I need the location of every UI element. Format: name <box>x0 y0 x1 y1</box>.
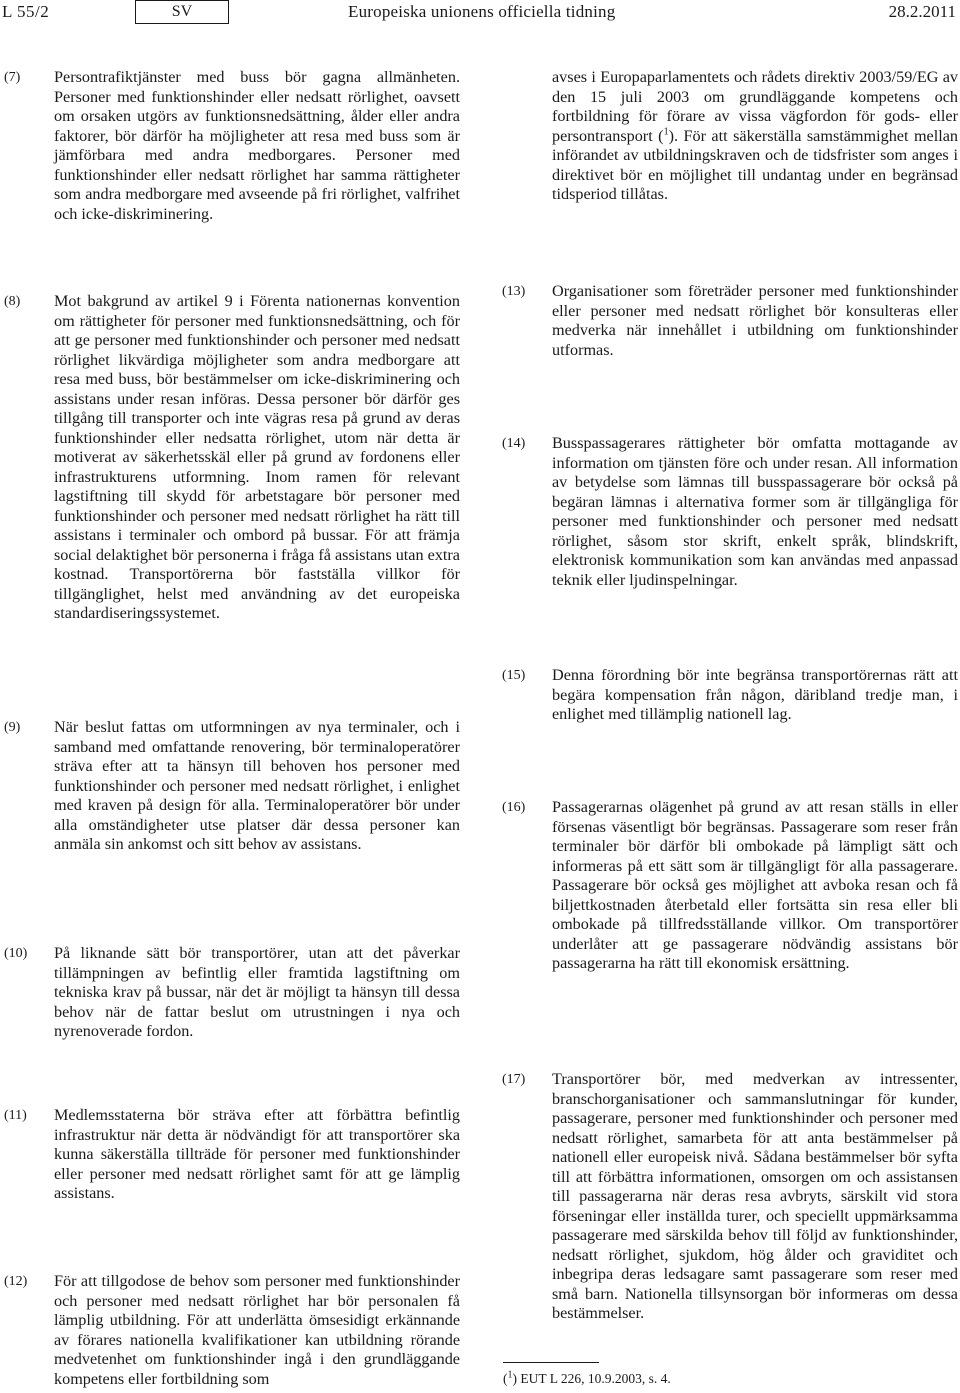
recital-text: Transportörer bör, med medverkan av intressenter, branschorganisationer och sammanslutningar för kunder, passagerare, personer med funktionshinder och personer med nedsatt rörlighet, samarbeta för att anta bestämmelser på nationell eller europeisk nivå. Sådana bestämmelser bör syfta till att förbättra informationen, omsorgen om och assistansen till passagerarna när deras resa avbryts, särskilt vid stora förseningar eller inställda turer, och speciellt uppmärksamma passagerare med särskilda behov till följd av funktionshinder, nedsatt rörlighet, sjukdom, hög ålder och graviditet och inbegripa deras ledsagare samt passagerare som reser med små barn. Nationella tillsynsorgan bör informeras om dessa bestämmelser. <box>552 1070 958 1322</box>
page-header <box>0 0 960 28</box>
recital-number: (17) <box>502 1072 526 1087</box>
footnote-ref: 1 <box>663 126 669 138</box>
language-code-box: SV <box>135 0 229 24</box>
recital-number: (10) <box>4 946 28 961</box>
recital-text: Busspassagerares rättigheter bör omfatta mottagande av information om tjänsten före och under resan. All information av betydelse som lämnas till busspassagerare bör också på begäran lämnas i alternativa former som är tillgängliga för personer med funktionshinder och personer med nedsatt rörlighet, såsom stor skrift, enkelt språk, blindskrift, elektronisk kommunikation som kan användas med anpassad teknik eller ljudinspelningar. <box>552 434 958 589</box>
recital-number: (13) <box>502 284 526 299</box>
recital-text: När beslut fattas om utformningen av nya terminaler, och i samband med omfattande renovering, bör terminaloperatörer sträva efter att ta hänsyn till behoven hos personer med funktionshinder och personer med nedsatt rörlighet, i enlighet med kraven på design för alla. Terminaloperatörer bör under alla omständigheter utse platser där dessa personer kan anmäla sin ankomst och sitt behov av assistans. <box>54 718 460 853</box>
recital-number: (12) <box>4 1274 28 1289</box>
footnote-text: EUT L 226, 10.9.2003, s. 4. <box>520 1371 671 1386</box>
recital-number: (15) <box>502 668 526 683</box>
recital-text: På liknande sätt bör transportörer, utan att det påverkar tillämpningen av befintlig eller framtida lagstiftning om tekniska krav på bussar, när det är möjligt ta hänsyn till dessa behov när de fattar beslut om utrustningen i nya och nyrenoverade fordon. <box>54 944 460 1040</box>
recital-text: Passagerarnas olägenhet på grund av att resan ställs in eller försenas väsentligt bör begränsas. Passagerare som reser från terminaler bör därför bli ombokade på lämpligt sätt och informeras på ett sätt som är tillgängligt för alla passagerare. Passagerare bör också ges möjlighet att avboka resan och få biljettkostnaden återbetald eller fortsätta sin resa eller bli ombokade på tillfredsställande villkor. Om transportörer underlåter att ge passagerare nödvändig assistans bör passagerarna ha rätt till ekonomisk ersättning. <box>552 798 958 972</box>
recital-text: För att tillgodose de behov som personer med funktionshinder och personer med nedsatt rörlighet har bör personalen få lämplig utbildning. För att underlätta ömsesidigt erkännande av förares nationella kvalifikationer kan utbildning rörande medvetenhet om funktionshinder ingå i den grundläggande kompetens eller fortbildning som <box>54 1272 460 1388</box>
recital-text: Medlemsstaterna bör sträva efter att förbättra befintlig infrastruktur när detta är nödvändigt för att transportörer ska kunna säkerställa tillträde för personer med funktionshinder eller personer med nedsatt rörlighet samt för att ge lämplig assistans. <box>54 1106 460 1202</box>
journal-title: Europeiska unionens officiella tidning <box>348 2 616 21</box>
footnote: ($^1$) EUT L 226, 10.9.2003, s. 4. <box>503 1369 671 1386</box>
recital-text: Mot bakgrund av artikel 9 i Förenta nationernas konvention om rättigheter för personer med funktionsnedsättning, och för att ge personer med funktionshinder och personer med nedsatt rörlighet likvärdiga möjligheter som andra medborgare att resa med buss, bör bestämmelser om icke-diskriminering och assistans under resan införas. Dessa personer bör därför ges tillgång till transporter och inte vägras resa på grund av deras funktionshinder eller nedsatta rörlighet, utom när detta är motiverat av säkerhetsskäl eller på grund av fordonens eller infrastrukturens utformning. Inom ramen för relevant lagstiftning till skydd för arbetstagare bör personer med funktionshinder och personer med nedsatt rörlighet ha rätt till assistans i terminaler och ombord på bussar. För att främja social delaktighet bör personerna i fråga få assistans utan extra kostnad. Transportörerna bör fastställa villkor för tillgänglighet, helst med användning av det europeiska standardiseringssystemet. <box>54 292 460 622</box>
recital-text: Denna förordning bör inte begränsa transportörernas rätt att begära kompensation från någon, däribland tredje man, i enlighet med tillämplig nationell lag. <box>552 666 958 723</box>
continuation-text-b: ). För att säkerställa samstämmighet mellan införandet av utbildningskraven och de tidsfrister som anges i direktivet bör en möjlighet till undantag under en begränsad tidsperiod tillåtas. <box>552 126 958 203</box>
recital-number: (9) <box>4 720 21 735</box>
recital-number: (16) <box>502 800 526 815</box>
continuation-text-a: avses i Europaparlamentets och rådets direktiv 2003/59/EG av den 15 juli 2003 om grundläggande kompetens och fortbildning för förare av vissa vägfordon för gods- eller persontransport ( <box>552 68 958 145</box>
publication-date: 28.2.2011 <box>888 2 956 21</box>
recital-number: (11) <box>4 1108 27 1123</box>
recital-text <box>552 68 958 205</box>
recital-text: Organisationer som företräder personer med funktionshinder eller personer med nedsatt rörlighet bör konsulteras eller medverka när innehållet i utbildning om funktionshinder utformas. <box>552 282 958 359</box>
footnote-marker: 1 <box>507 1369 513 1381</box>
recital-number: (7) <box>4 70 21 85</box>
page-reference: L 55/2 <box>2 2 50 21</box>
recital-number: (8) <box>4 294 21 309</box>
recital-number: (14) <box>502 436 526 451</box>
footnote-divider <box>503 1362 599 1363</box>
recital-text: Persontrafiktjänster med buss bör gagna allmänheten. Personer med funktionshinder eller nedsatt rörlighet, oavsett om orsaken utgörs av funktionsnedsättning, ålder eller andra faktorer, bör därför ha möjligheter att resa med buss som är jämförbara med andra medborgares. Personer med funktionshinder eller nedsatt rörlighet har samma rättigheter som andra medborgare med avseende på fri rörlighet, valfrihet och icke-diskriminering. <box>54 68 460 223</box>
